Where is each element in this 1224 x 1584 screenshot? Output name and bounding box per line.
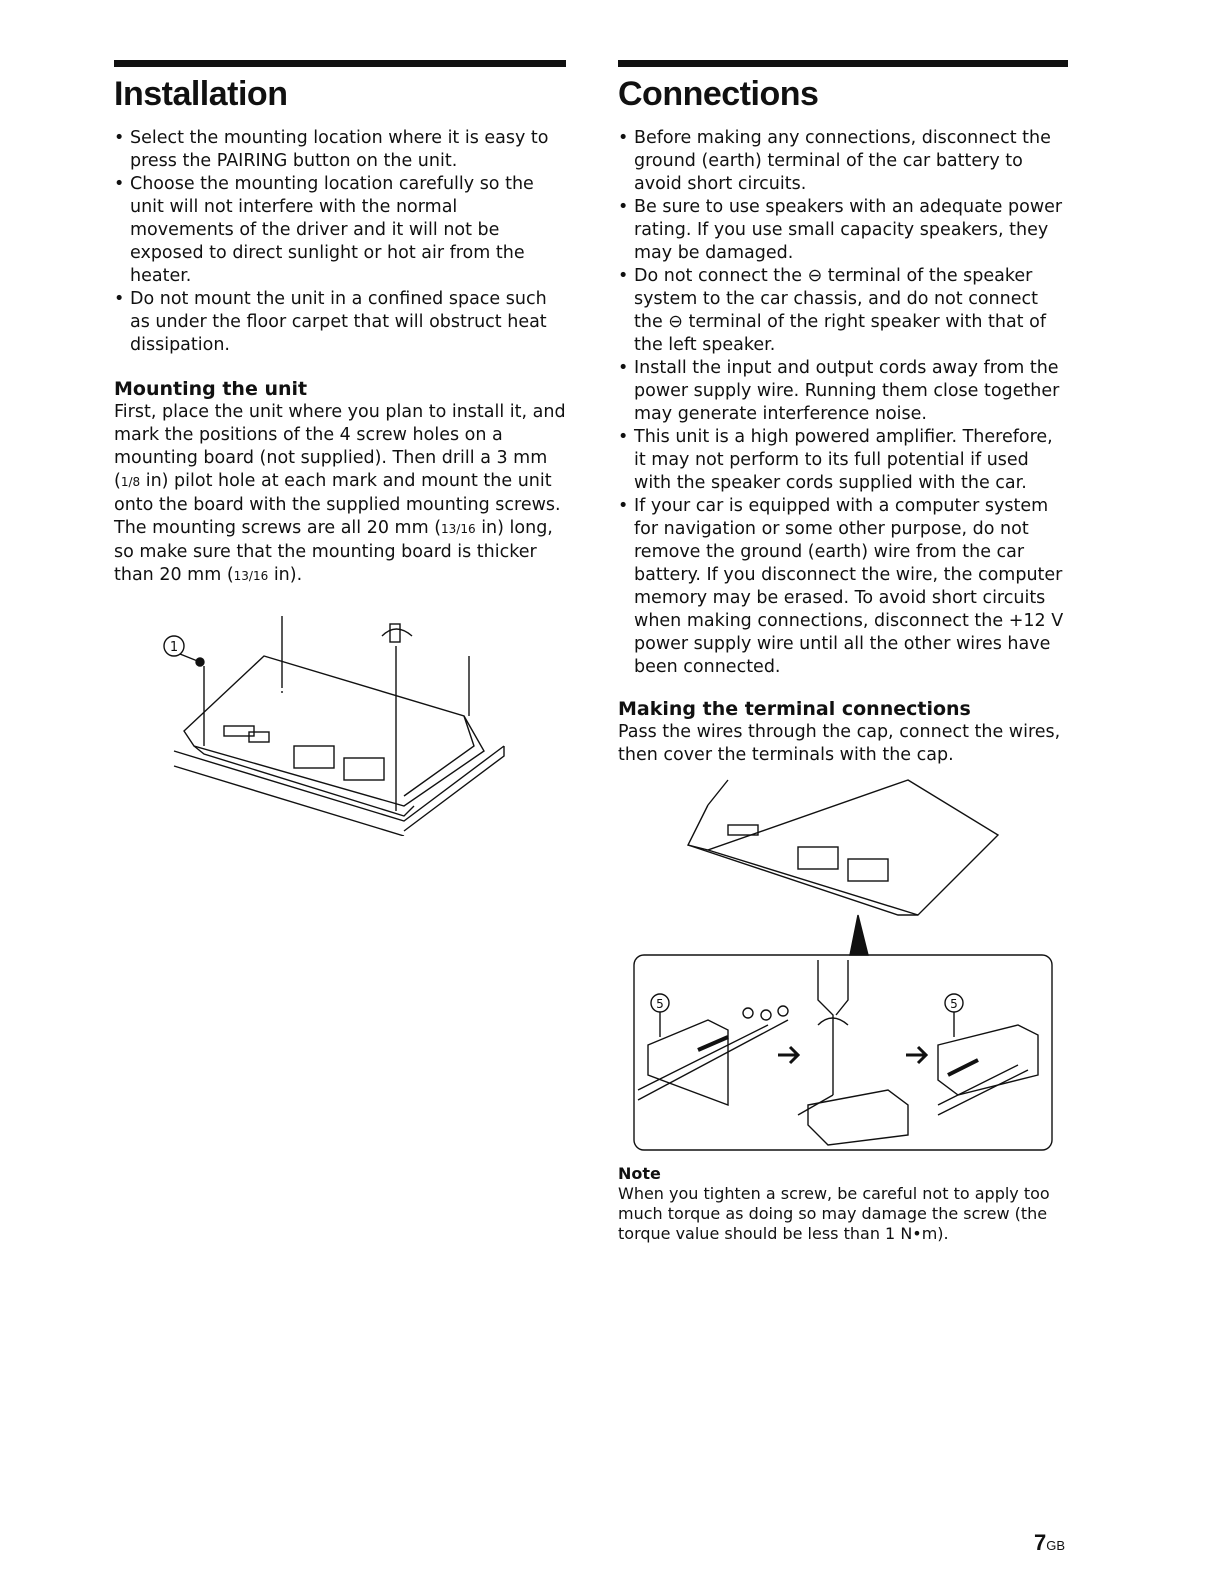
- connections-section: [618, 60, 1068, 1244]
- terminal-block: [808, 1090, 908, 1145]
- installation-bullets: [114, 127, 566, 357]
- list-item: • This unit is a high powered amplifier. Therefore, it may not perform to its full potential if used with the speaker cords supplied with the car.: [618, 426, 1068, 495]
- connections-title: Connections: [618, 75, 819, 113]
- rotate-arrow-icon: [382, 629, 412, 636]
- note-title: Note: [618, 1164, 661, 1183]
- terminal-block: [798, 847, 838, 869]
- callout-number: 1: [169, 640, 179, 655]
- list-item: • Do not connect the ⊖ terminal of the speaker system to the car chassis, and do not connect the ⊖ terminal of the right speaker with that of the left speaker.: [618, 265, 1068, 357]
- connections-bullets: [618, 127, 1068, 679]
- terminal-block: [294, 746, 334, 768]
- callout-number: 5: [950, 997, 958, 1011]
- mounting-board: [174, 746, 504, 821]
- callout-number: 5: [656, 997, 664, 1011]
- arrow-icon: [948, 1060, 978, 1075]
- installation-title: Installation: [114, 75, 288, 113]
- list-item: • Be sure to use speakers with an adequate power rating. If you use small capacity speakers, they may be damaged.: [618, 196, 1068, 265]
- arrow-right-icon: [906, 1047, 926, 1063]
- terminal-text: Pass the wires through the cap, connect the wires, then cover the terminals with the cap.: [618, 722, 1061, 765]
- list-item: • Install the input and output cords away from the power supply wire. Running them close together may generate interference noise.: [618, 357, 1068, 426]
- terminal-illustration: [618, 775, 1068, 1155]
- list-item: • Select the mounting location where it is easy to press the PAIRING button on the unit.: [114, 127, 566, 173]
- terminal-cap: [938, 1025, 1038, 1095]
- amplifier-unit: [184, 656, 484, 806]
- detail-box: [634, 955, 1052, 1150]
- arrow-icon: [698, 1037, 728, 1050]
- list-item: • Do not mount the unit in a confined space such as under the floor carpet that will obstruct heat dissipation.: [114, 288, 566, 357]
- screwdriver: [818, 960, 848, 1095]
- mounting-title: Mounting the unit: [114, 378, 308, 400]
- list-item: • Before making any connections, disconnect the ground (earth) terminal of the car battery to avoid short circuits.: [618, 127, 1068, 196]
- section-rule: [114, 60, 566, 67]
- amplifier-unit: [708, 780, 998, 915]
- section-rule: [618, 60, 1068, 67]
- arrow-right-icon: [778, 1047, 798, 1063]
- list-item: • If your car is equipped with a computer system for navigation or some other purpose, do not remove the ground (earth) wire from the car battery. If you disconnect the wire, the computer memory may be erased. To avoid short circuits when making connections, disconnect the +12 V power supply wire until all the other wires have been connected.: [618, 495, 1068, 679]
- installation-section: [114, 60, 566, 836]
- page-number: 7GB: [1034, 1530, 1066, 1555]
- terminal-title: Making the terminal connections: [618, 698, 971, 720]
- mounting-text: First, place the unit where you plan to install it, and mark the positions of the 4 screw holes on a mounting board (not supplied). Then drill a 3 mm (1/8 in) pilot hole at each mark and mount the unit onto the board with the supplied mounting screws. The mounting screws are all 20 mm (13/16 in) long, so make sure that the mounting board is thicker than 20 mm (13/16 in).: [114, 402, 566, 585]
- note-text: When you tighten a screw, be careful not to apply too much torque as doing so may damage the screw (the torque value should be less than 1 N•m).: [618, 1184, 1050, 1243]
- mounting-illustration: [114, 606, 566, 836]
- list-item: • Choose the mounting location carefully so the unit will not interfere with the normal movements of the driver and it will not be exposed to direct sunlight or hot air from the heater.: [114, 173, 566, 288]
